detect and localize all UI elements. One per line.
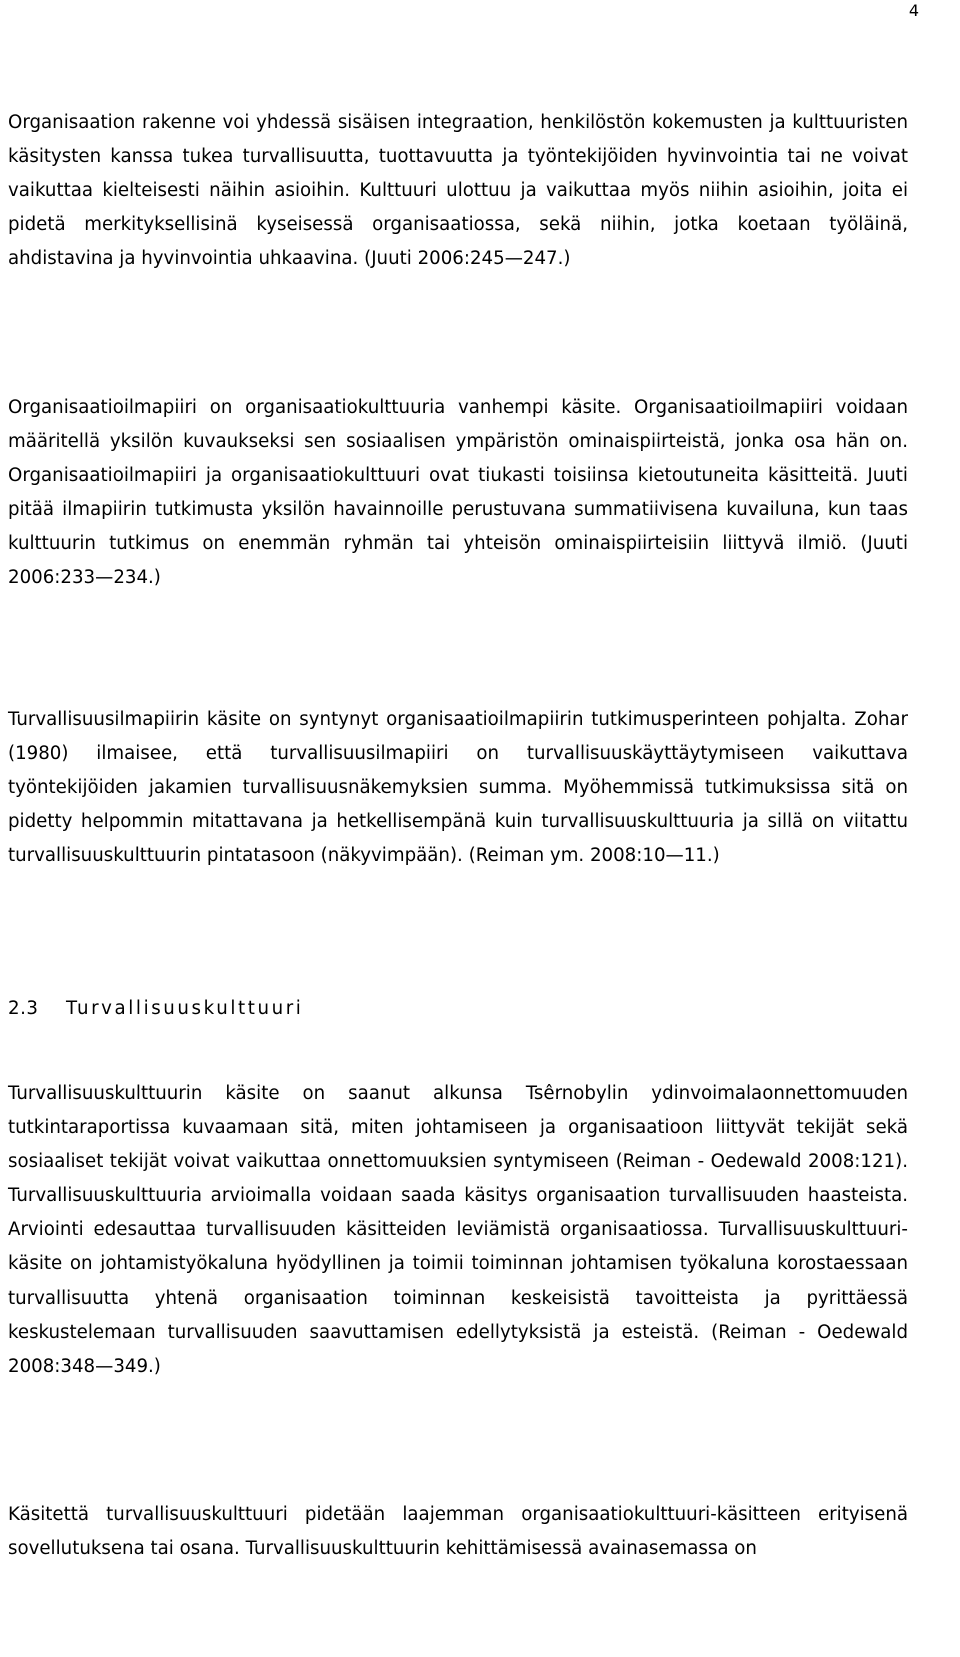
paragraph-safety-culture-concept: Käsitettä turvallisuuskulttuuri pidetään laajemman organisaatiokulttuuri-käsitteen erityisenä sovellutuksena tai osana. Turvallisuuskulttuurin kehittämisessä avainasemassa on [8, 1504, 908, 1560]
section-title: Turvallisuuskulttuuri [66, 998, 304, 1019]
paragraph-safety-culture-origin: Turvallisuuskulttuurin käsite on saanut alkunsa Tsêrnobylin ydinvoimalaonnettomuuden tutkintaraportissa kuvaamaan sitä, miten johtamiseen ja organisaatioon liittyvät tekijät sekä sosiaaliset tekijät voivat vaikuttaa onnettomuuksien syntymiseen (Reiman - Oedewald 2008:121). Turvallisuuskulttuuria arvioimalla voidaan saada käsitys organisaation turvallisuuden haasteista. Arviointi edesauttaa turvallisuuden käsitteiden leviämistä organisaatiossa. Turvallisuuskulttuuri-käsite on johtamistyökaluna hyödyllinen ja toimii toiminnan johtamisen työkaluna korostaessaan turvallisuutta yhtenä organisaation toiminnan keskeisistä tavoitteista ja pyrittäessä keskustelemaan turvallisuuden saavuttamisen edellytyksistä ja esteistä. (Reiman - Oedewald 2008:348—349.) [8, 1083, 908, 1377]
section-number: 2.3 [8, 998, 39, 1019]
page-number: 4 [908, 1, 919, 20]
paragraph-organisation-structure: Organisaation rakenne voi yhdessä sisäisen integraation, henkilöstön kokemusten ja kulttuuristen käsitysten kanssa tukea turvallisuutta, tuottavuutta ja työntekijöiden hyvinvointia tai ne voivat vaikuttaa kielteisesti näihin asioihin. Kulttuuri ulottuu ja vaikuttaa myös niihin asioihin, joita ei pidetä merkityksellisinä kyseisessä organisaatiossa, sekä niihin, jotka koetaan työläinä, ahdistavina ja hyvinvointia uhkaavina. (Juuti 2006:245—247.) [8, 112, 908, 270]
paragraph-safety-climate: Turvallisuusilmapiirin käsite on syntynyt organisaatioilmapiirin tutkimusperinteen pohjalta. Zohar (1980) ilmaisee, että turvallisuusilmapiiri on turvallisuuskäyttäytymiseen vaikuttava työntekijöiden jakamien turvallisuusnäkemyksien summa. Myöhemmissä tutkimuksissa sitä on pidetty helpommin mitattavana ja hetkellisempänä kuin turvallisuuskulttuuria ja sillä on viitattu turvallisuuskulttuurin pintatasoon (näkyvimpään). (Reiman ym. 2008:10—11.) [8, 709, 908, 867]
section-heading [8, 992, 303, 1026]
paragraph-organisation-climate: Organisaatioilmapiiri on organisaatiokulttuuria vanhempi käsite. Organisaatioilmapiiri voidaan määritellä yksilön kuvaukseksi sen sosiaalisen ympäristön ominaispiirteistä, jonka osa hän on. Organisaatioilmapiiri ja organisaatiokulttuuri ovat tiukasti toisiinsa kietoutuneita käsitteitä. Juuti pitää ilmapiirin tutkimusta yksilön havainnoille perustuvana summatiivisena kuvailuna, kun taas kulttuurin tutkimus on enemmän ryhmän tai yhteisön ominaispiirteisiin liittyvä ilmiö. (Juuti 2006:233—234.) [8, 397, 908, 589]
